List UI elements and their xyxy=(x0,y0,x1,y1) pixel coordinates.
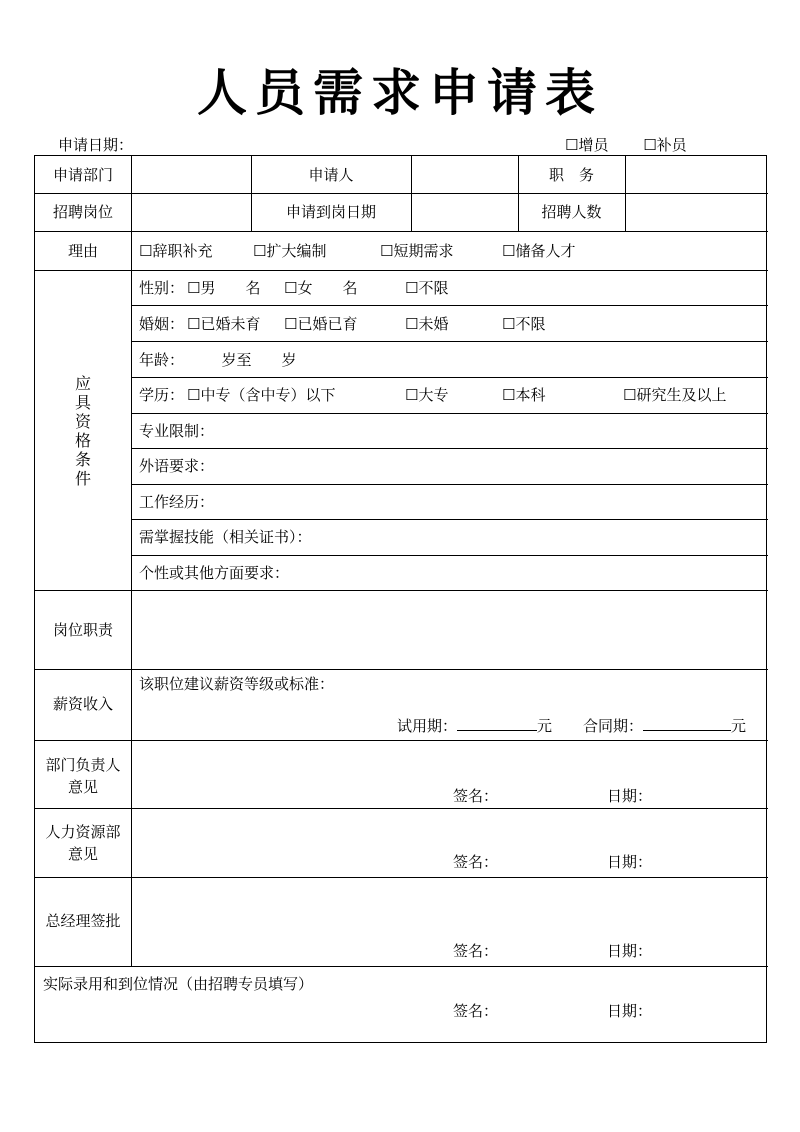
apply-date-label: 申请日期： xyxy=(58,136,134,154)
education-label: 学历： xyxy=(139,386,185,404)
marital-married-child[interactable]: ☐已婚已育 xyxy=(284,315,358,333)
education-bachelor[interactable]: ☐本科 xyxy=(502,386,546,404)
hr-opinion-label: 人力资源部 意见 xyxy=(45,823,121,863)
marital-married-no-child[interactable]: ☐已婚未育 xyxy=(187,315,261,333)
gm-sign: 签名： xyxy=(453,942,499,960)
applicant-label: 申请人 xyxy=(308,166,354,184)
salary-suggestion: 该职位建议薪资等级或标准： xyxy=(139,675,335,693)
personality-requirement: 个性或其他方面要求： xyxy=(139,564,290,582)
marital-label: 婚姻： xyxy=(139,315,185,333)
arrival-date-label: 申请到岗日期 xyxy=(285,203,376,221)
gender-label: 性别： xyxy=(139,279,185,297)
education-graduate[interactable]: ☐研究生及以上 xyxy=(623,386,727,404)
gm-date: 日期： xyxy=(607,942,653,960)
education-college[interactable]: ☐大专 xyxy=(405,386,449,404)
language-requirement: 外语要求： xyxy=(139,457,215,475)
request-type xyxy=(565,134,717,155)
reason-expand[interactable]: ☐扩大编制 xyxy=(253,242,327,260)
actual-date: 日期： xyxy=(607,1002,653,1020)
dept-head-sign: 签名： xyxy=(453,787,499,805)
position-label: 职 务 xyxy=(548,166,594,184)
actual-hire-label: 实际录用和到位情况（由招聘专员填写） xyxy=(43,975,314,993)
application-form xyxy=(34,155,767,1043)
reason-short-term[interactable]: ☐短期需求 xyxy=(380,242,454,260)
age-range: 年龄： 岁至 岁 xyxy=(139,351,297,369)
hr-sign: 签名： xyxy=(453,853,499,871)
marital-single[interactable]: ☐未婚 xyxy=(405,315,449,333)
dept-head-opinion-label: 部门负责人 意见 xyxy=(45,756,121,796)
actual-sign: 签名： xyxy=(453,1002,499,1020)
gm-approval-label: 总经理签批 xyxy=(45,912,121,930)
recruit-post-label: 招聘岗位 xyxy=(52,203,113,221)
salary-label: 薪资收入 xyxy=(52,695,113,713)
reason-resign[interactable]: ☐辞职补充 xyxy=(139,242,213,260)
dept-label: 申请部门 xyxy=(52,166,113,184)
dept-head-date: 日期： xyxy=(607,787,653,805)
hr-date: 日期： xyxy=(607,853,653,871)
form-title: 人员需求申请表 xyxy=(197,64,603,122)
gender-male[interactable]: ☐男 名 xyxy=(187,279,261,297)
qualifications-label: 应 具 资 格 条 件 xyxy=(74,374,91,488)
checkbox-replace-staff[interactable]: ☐补员 xyxy=(643,136,687,154)
education-secondary[interactable]: ☐中专（含中专）以下 xyxy=(187,386,336,404)
recruit-count-label: 招聘人数 xyxy=(541,203,602,221)
reason-reserve[interactable]: ☐储备人才 xyxy=(502,242,576,260)
major-requirement: 专业限制： xyxy=(139,422,215,440)
marital-any[interactable]: ☐不限 xyxy=(502,315,546,333)
gender-any[interactable]: ☐不限 xyxy=(405,279,449,297)
skills-requirement: 需掌握技能（相关证书）： xyxy=(139,528,312,546)
salary-probation: 试用期： 元 xyxy=(397,717,553,735)
duties-label: 岗位职责 xyxy=(52,621,113,639)
gender-female[interactable]: ☐女 名 xyxy=(284,279,358,297)
salary-contract: 合同期： 元 xyxy=(583,717,747,735)
reason-label: 理由 xyxy=(67,242,98,260)
checkbox-add-staff[interactable]: ☐增员 xyxy=(565,136,609,154)
experience-requirement: 工作经历： xyxy=(139,493,215,511)
